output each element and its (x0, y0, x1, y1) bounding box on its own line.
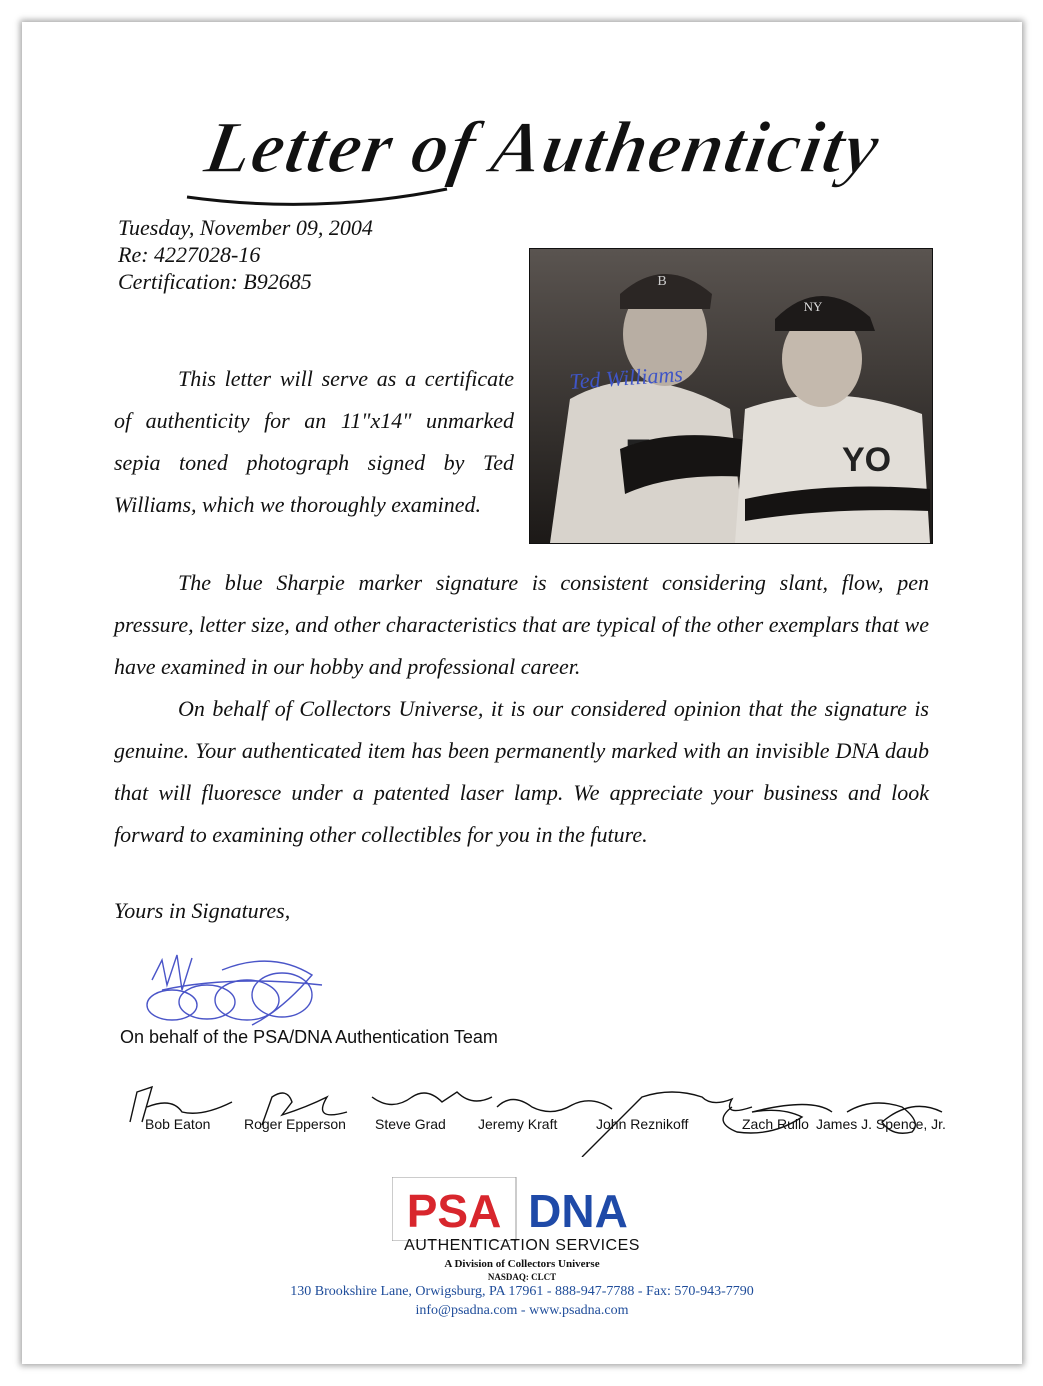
closing-line: Yours in Signatures, (114, 898, 291, 923)
certification-number: Certification: B92685 (118, 269, 312, 294)
opinion-paragraph: On behalf of Collectors Universe, it is our considered opinion that the signature is genuine. Your authenticated item has been permanently marked with an invisible DNA daub that will fluoresce under a patented laser lamp. We appreciate your business and look forward to examining other collectibles for you in the future. (114, 696, 929, 847)
team-member: James J. Spence, Jr. (816, 1116, 946, 1132)
psa-dna-logo (392, 1177, 640, 1241)
team-member: Roger Epperson (244, 1116, 346, 1132)
letter-meta (118, 214, 373, 295)
services-label: AUTHENTICATION SERVICES (404, 1237, 640, 1254)
team-member: John Reznikoff (596, 1116, 689, 1132)
team-member: Jeremy Kraft (478, 1116, 558, 1132)
division-label: A Division of Collectors Universe (444, 1258, 600, 1270)
jersey-lettering-right: YO (842, 441, 892, 479)
letter-date: Tuesday, November 09, 2004 (118, 215, 373, 240)
authenticator-signature (132, 940, 332, 1040)
letter-title (117, 77, 957, 237)
company-contact: info@psadna.com - www.psadna.com (415, 1303, 629, 1318)
photo-autograph: Ted Williams (568, 361, 684, 394)
cap-letter-left: B (657, 274, 667, 289)
logo-dna-text: DNA (528, 1185, 628, 1237)
nasdaq-label: NASDAQ: CLCT (487, 1272, 557, 1282)
team-signatures (112, 1067, 952, 1157)
team-member: Zach Rullo (742, 1116, 809, 1132)
team-heading: On behalf of the PSA/DNA Authentication Team (120, 1027, 498, 1047)
reference-number: Re: 4227028-16 (118, 242, 261, 267)
team-member: Bob Eaton (145, 1116, 211, 1132)
signed-photograph (529, 248, 933, 544)
logo-psa-text: PSA (406, 1185, 502, 1237)
examination-paragraph: The blue Sharpie marker signature is consistent considering slant, flow, pen pressure, letter size, and other characteristics that are typical of the other exemplars that we have examined in our hobby and professional career. (114, 570, 929, 679)
intro-paragraph: This letter will serve as a certificate of authenticity for an 11"x14" unmarked sepia toned photograph signed by Ted Williams, which we thoroughly examined. (114, 366, 514, 517)
team-member: Steve Grad (375, 1116, 446, 1132)
title-flourish (187, 189, 447, 204)
title-text: Letter of Authenticity (198, 107, 887, 189)
cap-letters-right: NY (803, 299, 823, 314)
company-address: 130 Brookshire Lane, Orwigsburg, PA 17961 - 888-947-7788 - Fax: 570-943-7790 (290, 1284, 754, 1299)
letter-sheet (22, 22, 1022, 1364)
